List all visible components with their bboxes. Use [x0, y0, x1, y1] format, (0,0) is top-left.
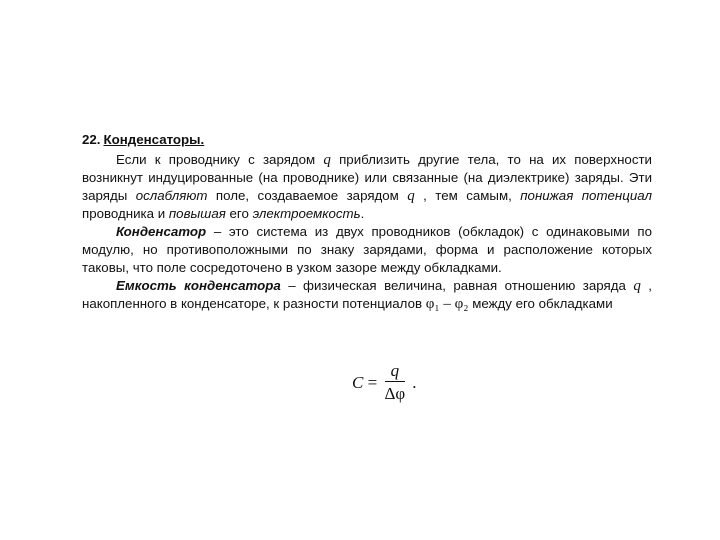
charge-symbol: q [323, 152, 331, 168]
p1-emphasis-weaken: ослабляют [135, 188, 208, 203]
term-capacitor: Конденсатор [116, 224, 207, 239]
document-body [82, 131, 652, 313]
p1-emphasis-increase: повышая [168, 206, 226, 221]
formula-equals: = [363, 373, 382, 392]
section-number: 22. [82, 132, 101, 147]
formula-numerator: q [385, 362, 406, 382]
p3-text-2: , накопленного в конденсаторе, к разности потенциалов [82, 278, 652, 311]
p1-text-7: . [360, 206, 365, 221]
p1-text-3: поле, создаваемое зарядом [207, 188, 408, 203]
paragraph-capacitor-definition [82, 223, 652, 277]
term-capacitance: Емкость конденсатора [116, 278, 281, 293]
p3-text-1: – физическая величина, равная отношению заряда [280, 278, 634, 293]
p1-emphasis-lower-potential: понижая потенциал [520, 188, 652, 203]
formula-fraction [384, 362, 405, 404]
formula-lhs: C [352, 373, 364, 392]
p1-text-2: приблизить другие тела, то на их поверхности возникнут индуцированные (на проводнике) или связанные (на диэлектрике) заряды. Эти заряды [82, 152, 652, 203]
charge-symbol-3: q [633, 278, 641, 294]
p1-text-6: его [225, 206, 253, 221]
section-heading [82, 131, 652, 149]
p1-text-4: , тем самым, [414, 188, 521, 203]
p2-text: – это система из двух проводников (обкладок) с одинаковыми по модулю, но противоположными по знаку зарядами, форма и расположение которых таковы, что поле сосредоточено в узком зазоре между обкладками. [82, 224, 652, 275]
capacitance-formula [352, 362, 416, 404]
potential-difference-symbol: φ₁ – φ₂ [425, 296, 469, 312]
section-title: Конденсаторы. [103, 132, 205, 147]
paragraph-induced-charges [82, 151, 652, 223]
paragraph-capacitance-definition [82, 277, 652, 313]
p3-text-3: между его обкладками [468, 296, 613, 311]
p1-text-5: проводника и [82, 206, 169, 221]
p1-emphasis-capacitance: электроемкость [252, 206, 361, 221]
p1-text-1: Если к проводнику с зарядом [116, 152, 324, 167]
formula-period: . [412, 373, 417, 392]
formula-denominator: Δφ [384, 384, 406, 403]
charge-symbol-2: q [407, 188, 415, 204]
